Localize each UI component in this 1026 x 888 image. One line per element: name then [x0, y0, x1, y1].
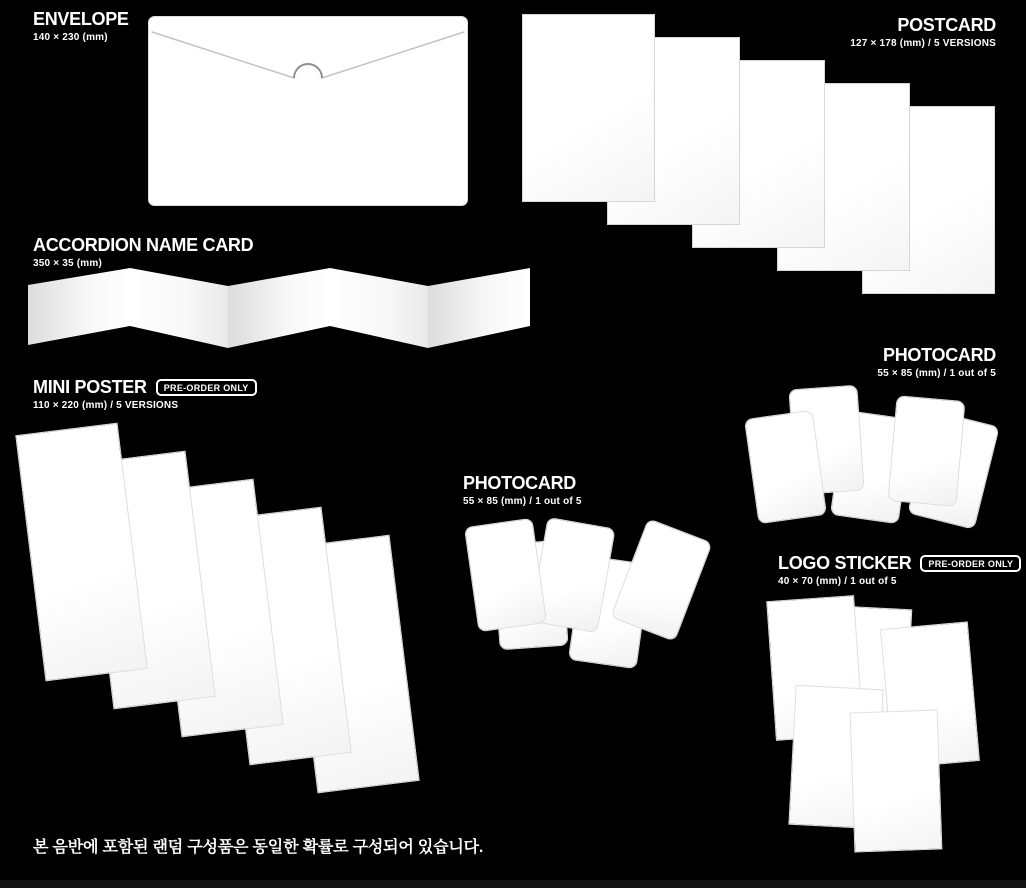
mini-poster-preorder-badge: PRE-ORDER ONLY	[156, 379, 257, 396]
accordion-name-card-dimensions: 350 × 35 (mm)	[33, 257, 103, 269]
envelope-graphic	[148, 16, 468, 206]
photocard-item	[889, 396, 965, 505]
postcard-title: POSTCARD	[897, 15, 996, 35]
photocard-center-dimensions: 55 × 85 (mm) / 1 out of 5	[463, 495, 582, 507]
bottom-strip	[0, 880, 1026, 888]
photocard-item	[745, 411, 826, 523]
accordion-panel	[330, 268, 428, 348]
photocard-center-label	[463, 474, 582, 507]
mini-poster-label	[33, 378, 257, 411]
photocard-right-title: PHOTOCARD	[883, 345, 996, 365]
envelope-title: ENVELOPE	[33, 9, 129, 29]
envelope-label	[33, 10, 129, 43]
postcard-item	[522, 14, 655, 202]
logo-sticker-label	[778, 554, 1021, 587]
accordion-name-card-label	[33, 236, 253, 269]
envelope-dimensions: 140 × 230 (mm)	[33, 31, 108, 43]
logo-sticker-preorder-badge: PRE-ORDER ONLY	[920, 555, 1021, 572]
accordion-name-card-title: ACCORDION NAME CARD	[33, 235, 254, 255]
accordion-panel	[28, 268, 130, 345]
photocard-right-dimensions: 55 × 85 (mm) / 1 out of 5	[877, 367, 996, 379]
random-components-note: 본 음반에 포함된 랜덤 구성품은 동일한 확률로 구성되어 있습니다.	[33, 839, 484, 856]
mini-poster-title: MINI POSTER	[33, 377, 147, 397]
photocard-item	[612, 519, 712, 640]
logo-sticker-dimensions: 40 × 70 (mm) / 1 out of 5	[778, 575, 897, 587]
postcard-dimensions: 127 × 178 (mm) / 5 VERSIONS	[850, 37, 996, 49]
postcard-label	[850, 16, 996, 49]
mini-poster-dimensions: 110 × 220 (mm) / 5 VERSIONS	[33, 399, 179, 411]
logo-sticker-item	[850, 710, 943, 853]
accordion-panel	[228, 268, 330, 348]
photocard-item	[465, 519, 546, 631]
photocard-center-title: PHOTOCARD	[463, 473, 576, 493]
logo-sticker-title: LOGO STICKER	[778, 553, 912, 573]
accordion-panel	[130, 268, 228, 348]
photocard-right-label	[877, 346, 996, 379]
accordion-name-card-graphic	[24, 258, 536, 358]
accordion-panel	[428, 268, 530, 348]
